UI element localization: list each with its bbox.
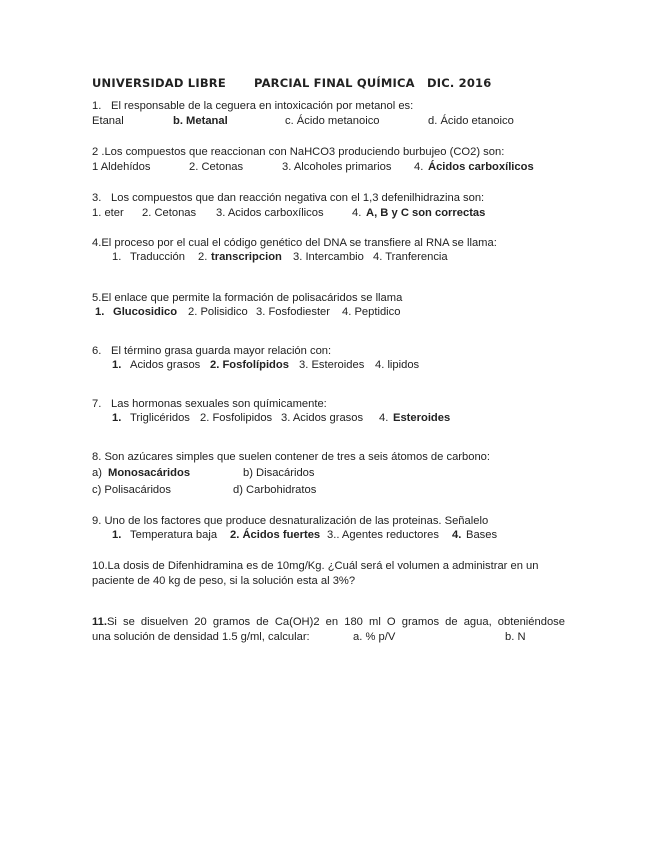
q10-line-2: paciente de 40 kg de peso, si la solución esta al 3%? <box>92 575 356 587</box>
q1-option-d: d. Ácido etanoico <box>428 115 514 127</box>
header-university: UNIVERSIDAD LIBRE <box>92 76 226 90</box>
q9-option-1: Temperatura baja <box>130 529 218 541</box>
q10-line-1: 10.La dosis de Difenhidramina es de 10mg/Kg. ¿Cuál será el volumen a administrar en un <box>92 560 539 572</box>
q8-option-b: b) Disacáridos <box>243 467 315 479</box>
q2-option-4-number: 4. <box>414 161 424 173</box>
q9-option-1-number: 1. <box>112 529 122 541</box>
q6-text: El término grasa guarda mayor relación con: <box>111 345 332 357</box>
q2-option-3: 3. Alcoholes primarios <box>282 161 392 173</box>
q7-option-4: Esteroides <box>393 412 451 424</box>
q8-option-d: d) Carbohidratos <box>233 484 317 496</box>
q2-option-2: 2. Cetonas <box>189 161 244 173</box>
q6-option-2: 2. Fosfolípidos <box>210 359 289 371</box>
q3-option-2: 2. Cetonas <box>142 207 197 219</box>
q11-number: 11. <box>92 616 107 628</box>
q7-option-1: Triglicéridos <box>130 412 190 424</box>
q5-option-3: 3. Fosfodiester <box>256 306 330 318</box>
q1-option-b: b. Metanal <box>173 115 228 127</box>
q2-option-4: Ácidos carboxílicos <box>428 161 534 173</box>
q5-option-2: 2. Polisidico <box>188 306 248 318</box>
q3-option-3: 3. Acidos carboxílicos <box>216 207 324 219</box>
q4-option-2: transcripcion <box>211 251 282 263</box>
header-date: DIC. 2016 <box>427 76 492 90</box>
q5-text: 5.El enlace que permite la formación de polisacáridos se llama <box>92 292 403 304</box>
q1-number: 1. <box>92 100 102 112</box>
q2-option-1: 1 Aldehídos <box>92 161 151 173</box>
q8-text: 8. Son azúcares simples que suelen contener de tres a seis átomos de carbono: <box>92 451 491 463</box>
q11-line-1 <box>92 615 565 629</box>
header-exam-title: PARCIAL FINAL QUÍMICA <box>254 76 415 90</box>
q9-option-2: 2. Ácidos fuertes <box>230 529 321 541</box>
q6-number: 6. <box>92 345 102 357</box>
q6-option-1: Acidos grasos <box>130 359 201 371</box>
q5-option-1-number: 1. <box>95 306 105 318</box>
q2-text: 2 .Los compuestos que reaccionan con NaHCO3 produciendo burbujeo (CO2) son: <box>92 146 505 158</box>
q1-option-c: c. Ácido metanoico <box>285 115 380 127</box>
q9-option-3: 3.. Agentes reductores <box>327 529 439 541</box>
q9-text: 9. Uno de los factores que produce desnaturalización de las proteinas. Señalelo <box>92 515 489 527</box>
q4-option-4: 4. Tranferencia <box>373 251 448 263</box>
q3-text: Los compuestos que dan reacción negativa con el 1,3 defenilhidrazina son: <box>111 192 485 204</box>
q6-option-3: 3. Esteroides <box>299 359 365 371</box>
q3-number: 3. <box>92 192 102 204</box>
q4-option-1-number: 1. <box>112 251 122 263</box>
q4-option-1: Traducción <box>130 251 185 263</box>
q6-option-4: 4. lipidos <box>375 359 420 371</box>
q8-option-a-letter: a) <box>92 467 102 479</box>
q4-option-3: 3. Intercambio <box>293 251 364 263</box>
q11-item-a: a. % p/V <box>353 631 396 643</box>
q11-item-b: b. N <box>505 631 526 643</box>
q3-option-4: A, B y C son correctas <box>366 207 486 219</box>
q11-line-2: una solución de densidad 1.5 g/ml, calcular: <box>92 631 310 643</box>
q7-option-2: 2. Fosfolipidos <box>200 412 273 424</box>
q3-option-1: 1. eter <box>92 207 124 219</box>
q6-option-1-number: 1. <box>112 359 122 371</box>
q5-option-4: 4. Peptidico <box>342 306 401 318</box>
q5-option-1: Glucosidico <box>113 306 178 318</box>
q7-number: 7. <box>92 398 102 410</box>
q7-option-1-number: 1. <box>112 412 122 424</box>
q7-option-3: 3. Acidos grasos <box>281 412 364 424</box>
q4-text: 4.El proceso por el cual el código genético del DNA se transfiere al RNA se llama: <box>92 237 497 249</box>
q1-text: El responsable de la ceguera en intoxicación por metanol es: <box>111 100 414 112</box>
q8-option-a: Monosacáridos <box>108 467 191 479</box>
q9-option-4-number: 4. <box>452 529 462 541</box>
q9-option-4: Bases <box>466 529 498 541</box>
q11-line-1-text: Si se disuelven 20 gramos de Ca(OH)2 en 180 ml O gramos de agua, obteniéndose <box>106 616 565 628</box>
q4-option-2-number: 2. <box>198 251 208 263</box>
q3-option-4-number: 4. <box>352 207 362 219</box>
q1-option-a: Etanal <box>92 115 124 127</box>
q8-option-c: c) Polisacáridos <box>92 484 171 496</box>
q7-option-4-number: 4. <box>379 412 389 424</box>
q7-text: Las hormonas sexuales son químicamente: <box>111 398 327 410</box>
